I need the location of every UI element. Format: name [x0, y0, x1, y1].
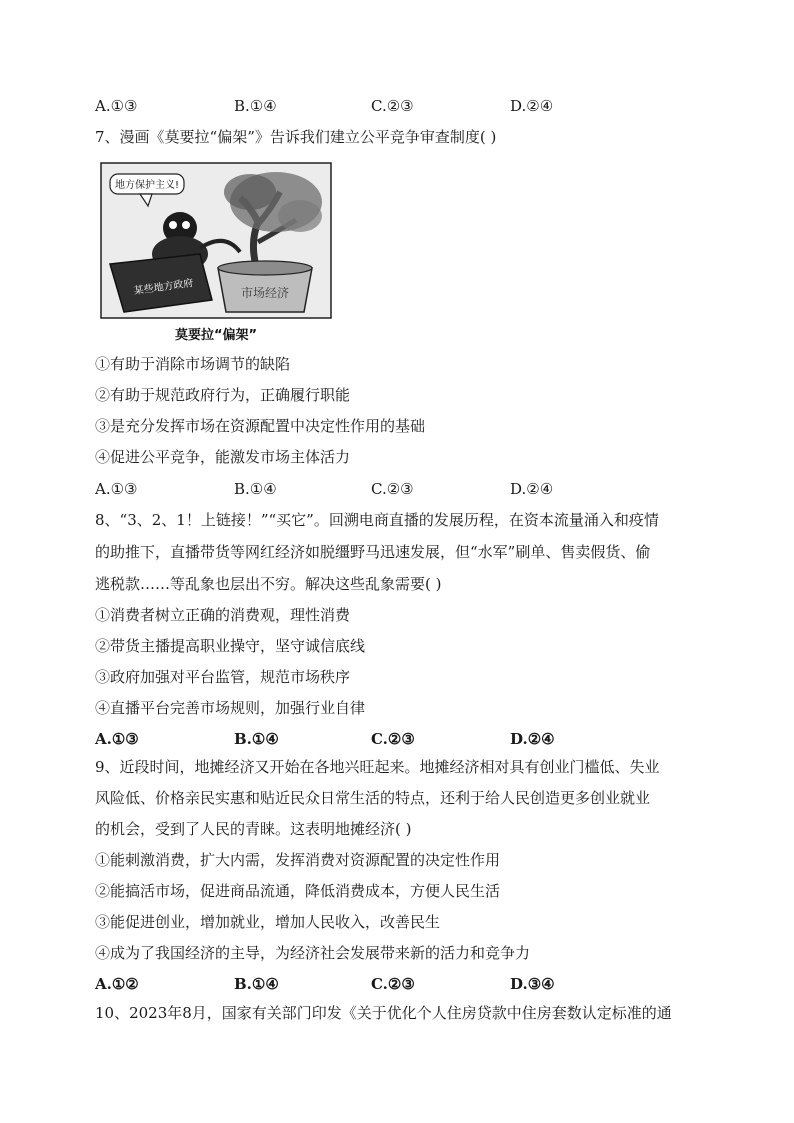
- cartoon-caption: 莫要拉“偏架”: [174, 328, 258, 343]
- option-c: C.②③: [371, 975, 415, 993]
- cartoon-pot-right-label: 市场经济: [240, 286, 290, 300]
- q8-item-4: ④直播平台完善市场规则，加强行业自律: [95, 699, 366, 717]
- option-a: A.①②: [95, 975, 139, 993]
- option-a: A.①③: [95, 480, 138, 498]
- q8-stem-line-1: 8、“3、2、1！上链接！”“买它”。回溯电商直播的发展历程，在资本流量涌入和疫情: [95, 511, 659, 529]
- q10-stem-line-1: 10、2023年8月，国家有关部门印发《关于优化个人住房贷款中住房套数认定标准的通: [95, 1004, 672, 1022]
- q9-item-4: ④成为了我国经济的主导，为经济社会发展带来新的活力和竞争力: [95, 944, 531, 962]
- q7-item-2: ②有助于规范政府行为，正确履行职能: [95, 386, 351, 404]
- option-b: B.①④: [234, 975, 279, 993]
- q9-stem-line-3: 的机会，受到了人民的青睐。这表明地摊经济( ): [95, 820, 412, 838]
- cartoon-bubble-text: 地方保护主义!: [114, 180, 180, 191]
- q8-item-3: ③政府加强对平台监管，规范市场秩序: [95, 668, 351, 686]
- q9-options: [95, 975, 655, 993]
- option-d: D.③④: [510, 975, 555, 993]
- q8-options: [95, 730, 655, 748]
- q7-item-3: ③是充分发挥市场在资源配置中决定性作用的基础: [95, 417, 426, 435]
- q7-stem: 7、漫画《莫要拉“偏架”》告诉我们建立公平竞争审查制度( ): [95, 128, 497, 146]
- option-c: C.②③: [371, 97, 414, 115]
- q9-item-3: ③能促进创业，增加就业，增加人民收入，改善民生: [95, 913, 441, 931]
- option-d: D.②④: [510, 480, 554, 498]
- cartoon-pot-left-label: 某些地方政府: [133, 277, 195, 298]
- option-c: C.②③: [371, 480, 414, 498]
- q7-options: [95, 480, 655, 498]
- option-d: D.②④: [510, 97, 554, 115]
- q7-item-1: ①有助于消除市场调节的缺陷: [95, 355, 291, 373]
- option-b: B.①④: [234, 730, 279, 748]
- option-a: A.①③: [95, 97, 138, 115]
- q6-options: [95, 97, 655, 115]
- q8-stem-line-2: 的助推下，直播带货等网红经济如脱缰野马迅速发展，但“水军”刷单、售卖假货、偷: [95, 543, 651, 561]
- q9-item-2: ②能搞活市场，促进商品流通，降低消费成本，方便人民生活: [95, 882, 501, 900]
- option-c: C.②③: [371, 730, 415, 748]
- q8-item-2: ②带货主播提高职业操守，坚守诚信底线: [95, 637, 366, 655]
- q9-stem-line-1: 9、近段时间，地摊经济又开始在各地兴旺起来。地摊经济相对具有创业门槛低、失业: [95, 758, 660, 776]
- q8-item-1: ①消费者树立正确的消费观，理性消费: [95, 606, 351, 624]
- option-d: D.②④: [510, 730, 555, 748]
- cartoon-image: [100, 162, 332, 347]
- option-b: B.①④: [234, 97, 277, 115]
- option-b: B.①④: [234, 480, 277, 498]
- q9-stem-line-2: 风险低、价格亲民实惠和贴近民众日常生活的特点，还利于给人民创造更多创业就业: [95, 789, 651, 807]
- q9-item-1: ①能刺激消费，扩大内需，发挥消费对资源配置的决定性作用: [95, 851, 501, 869]
- option-a: A.①③: [95, 730, 139, 748]
- q7-item-4: ④促进公平竞争，能激发市场主体活力: [95, 448, 351, 466]
- q8-stem-line-3: 逃税款……等乱象也层出不穷。解决这些乱象需要( ): [95, 575, 442, 593]
